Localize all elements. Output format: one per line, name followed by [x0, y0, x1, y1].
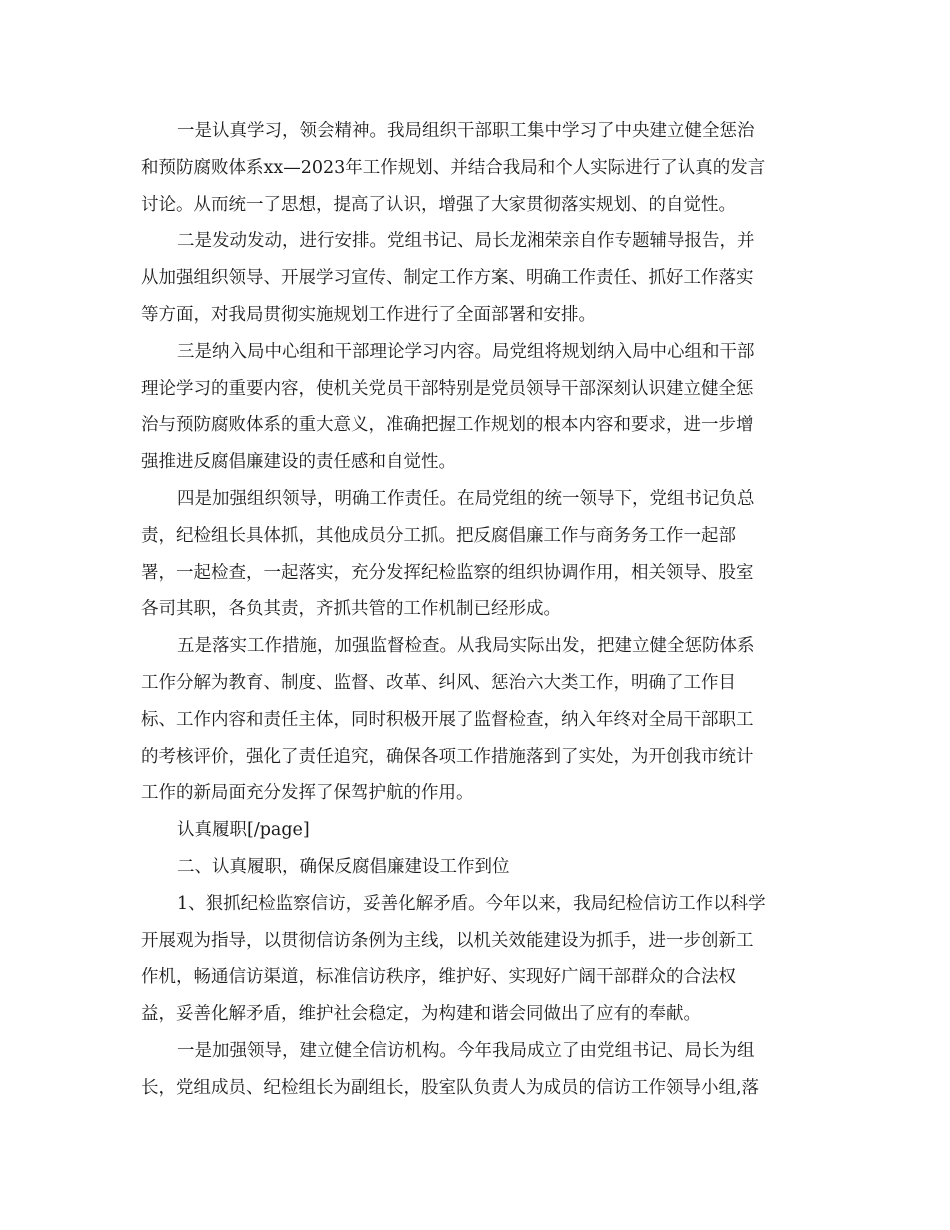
text-line: 三是纳入局中心组和干部理论学习内容。局党组将规划纳入局中心组和干部: [177, 341, 755, 362]
text-line: 和预防腐败体系xx—2023年工作规划、并结合我局和个人实际进行了认真的发言: [141, 157, 766, 178]
text-line: 责，纪检组长具体抓，其他成员分工抓。把反腐倡廉工作与商务务工作一起部: [141, 525, 736, 546]
text-line: 四是加强组织领导，明确工作责任。在局党组的统一领导下，党组书记负总: [177, 488, 755, 509]
text-line: 从加强组织领导、开展学习宣传、制定工作方案、明确工作责任、抓好工作落实: [141, 268, 754, 289]
paragraph-measures: [141, 628, 801, 812]
text-line: 工作分解为教育、制度、监督、改革、纠风、惩治六大类工作，明确了工作目: [141, 672, 736, 693]
text-line: 认真履职[/page]: [177, 820, 310, 841]
text-line: 一是认真学习，领会精神。我局组织干部职工集中学习了中央建立健全惩治: [177, 121, 755, 141]
text-line: 各司其职，各负其责，齐抓共管的工作机制已经形成。: [141, 599, 561, 620]
text-line: 益，妥善化解矛盾，维护社会稳定，为构建和谐会同做出了应有的奉献。: [141, 1004, 701, 1025]
text-line: 1、狠抓纪检监察信访，妥善化解矛盾。今年以来，我局纪检信访工作以科学: [177, 893, 766, 914]
paragraph-page-marker: [141, 812, 801, 849]
paragraph-study: [141, 113, 801, 223]
paragraph-leadership: [141, 481, 801, 628]
text-line: 强推进反腐倡廉建设的责任感和自觉性。: [141, 452, 456, 473]
text-line: 理论学习的重要内容，使机关党员干部特别是党员领导干部深刻认识建立健全惩: [141, 378, 754, 399]
heading-line: 二、认真履职，确保反腐倡廉建设工作到位: [177, 856, 510, 877]
text-line: 治与预防腐败体系的重大意义，准确把握工作规划的根本内容和要求，进一步增: [141, 415, 754, 436]
text-line: 标、工作内容和责任主体，同时积极开展了监督检查，纳入年终对全局干部职工: [141, 709, 754, 730]
text-line: 开展观为指导，以贯彻信访条例为主线，以机关效能建设为抓手，进一步创新工: [141, 930, 754, 951]
text-line: 五是落实工作措施，加强监督检查。从我局实际出发，把建立健全惩防体系: [177, 636, 755, 657]
document-body: [141, 113, 801, 1107]
paragraph-petition-org: [141, 1033, 801, 1107]
text-line: 一是加强领导，建立健全信访机构。今年我局成立了由党组书记、局长为组: [177, 1040, 755, 1061]
text-line: 署，一起检查，一起落实，充分发挥纪检监察的组织协调作用，相关领导、股室: [141, 562, 754, 583]
text-line: 工作的新局面充分发挥了保驾护航的作用。: [141, 783, 474, 804]
text-line: 二是发动发动，进行安排。党组书记、局长龙湘荣亲自作专题辅导报告，并: [177, 231, 755, 252]
section-heading: [141, 849, 801, 886]
text-line: 等方面，对我局贯彻实施规划工作进行了全面部署和安排。: [141, 304, 596, 325]
paragraph-petitions: [141, 886, 801, 1033]
paragraph-theory-study: [141, 334, 801, 481]
text-line: 的考核评价，强化了责任追究，确保各项工作措施落到了实处，为开创我市统计: [141, 746, 754, 767]
text-line: 讨论。从而统一了思想，提高了认识，增强了大家贯彻落实规划、的自觉性。: [141, 194, 736, 215]
text-line: 长，党组成员、纪检组长为副组长，股室队负责人为成员的信访工作领导小组,落: [141, 1077, 760, 1098]
text-line: 作机，畅通信访渠道，标准信访秩序，维护好、实现好广阔干部群众的合法权: [141, 967, 736, 988]
paragraph-mobilize: [141, 223, 801, 333]
